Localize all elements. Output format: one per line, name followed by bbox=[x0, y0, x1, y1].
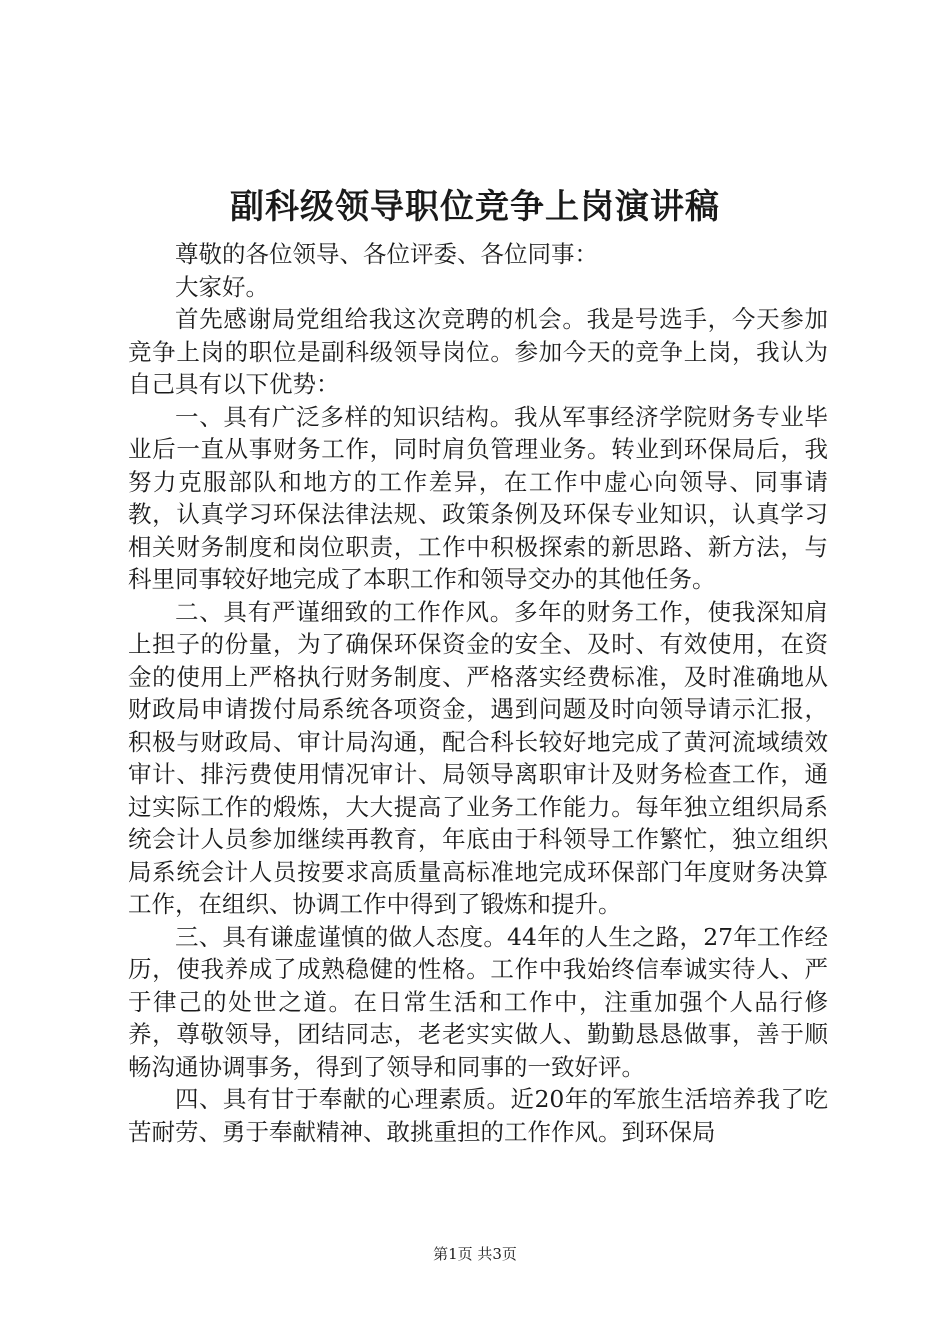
document-body bbox=[128, 238, 828, 1148]
document-title: 副科级领导职位竞争上岗演讲稿 bbox=[230, 187, 720, 227]
paragraph-point-3: 三、具有谦虚谨慎的做人态度。44年的人生之路，27年工作经历，使我养成了成熟稳健的性格。工作中我始终信奉诚实待人、严于律己的处世之道。在日常生活和工作中，注重加强个人品行修养，尊敬领导，团结同志，老老实实做人、勤勤恳恳做事，善于顺畅沟通协调事务，得到了领导和同事的一致好评。 bbox=[128, 922, 828, 1081]
paragraph-point-1: 一、具有广泛多样的知识结构。我从军事经济学院财务专业毕业后一直从事财务工作，同时肩负管理业务。转业到环保局后，我努力克服部队和地方的工作差异，在工作中虚心向领导、同事请教，认真学习环保法律法规、政策条例及环保专业知识，认真学习相关财务制度和岗位职责，工作中积极探索的新思路、新方法，与科里同事较好地完成了本职工作和领导交办的其他任务。 bbox=[128, 402, 828, 593]
paragraph-salutation: 尊敬的各位领导、各位评委、各位同事： bbox=[175, 240, 598, 268]
paragraph-point-2: 二、具有严谨细致的工作作风。多年的财务工作，使我深知肩上担子的份量，为了确保环保资金的安全、及时、有效使用，在资金的使用上严格执行财务制度、严格落实经费标准，及时准确地从财政局申请拨付局系统各项资金，遇到问题及时向领导请示汇报，积极与财政局、审计局沟通，配合科长较好地完成了黄河流域绩效审计、排污费使用情况审计、局领导离职审计及财务检查工作，通过实际工作的煅炼，大大提高了业务工作能力。每年独立组织局系统会计人员参加继续再教育，年底由于科领导工作繁忙，独立组织局系统会计人员按要求高质量高标准地完成环保部门年度财务决算工作，在组织、协调工作中得到了锻炼和提升。 bbox=[128, 597, 828, 918]
paragraph-greeting: 大家好。 bbox=[175, 272, 269, 301]
paragraph-intro: 首先感谢局党组给我这次竞聘的机会。我是号选手，今天参加竞争上岗的职位是副科级领导岗位。参加今天的竞争上岗，我认为自己具有以下优势： bbox=[128, 305, 828, 398]
paragraph-point-4: 四、具有甘于奉献的心理素质。近20年的军旅生活培养我了吃苦耐劳、勇于奉献精神、敢挑重担的工作作风。到环保局 bbox=[128, 1085, 828, 1146]
page-number-footer: 第1页 共3页 bbox=[433, 1245, 517, 1263]
